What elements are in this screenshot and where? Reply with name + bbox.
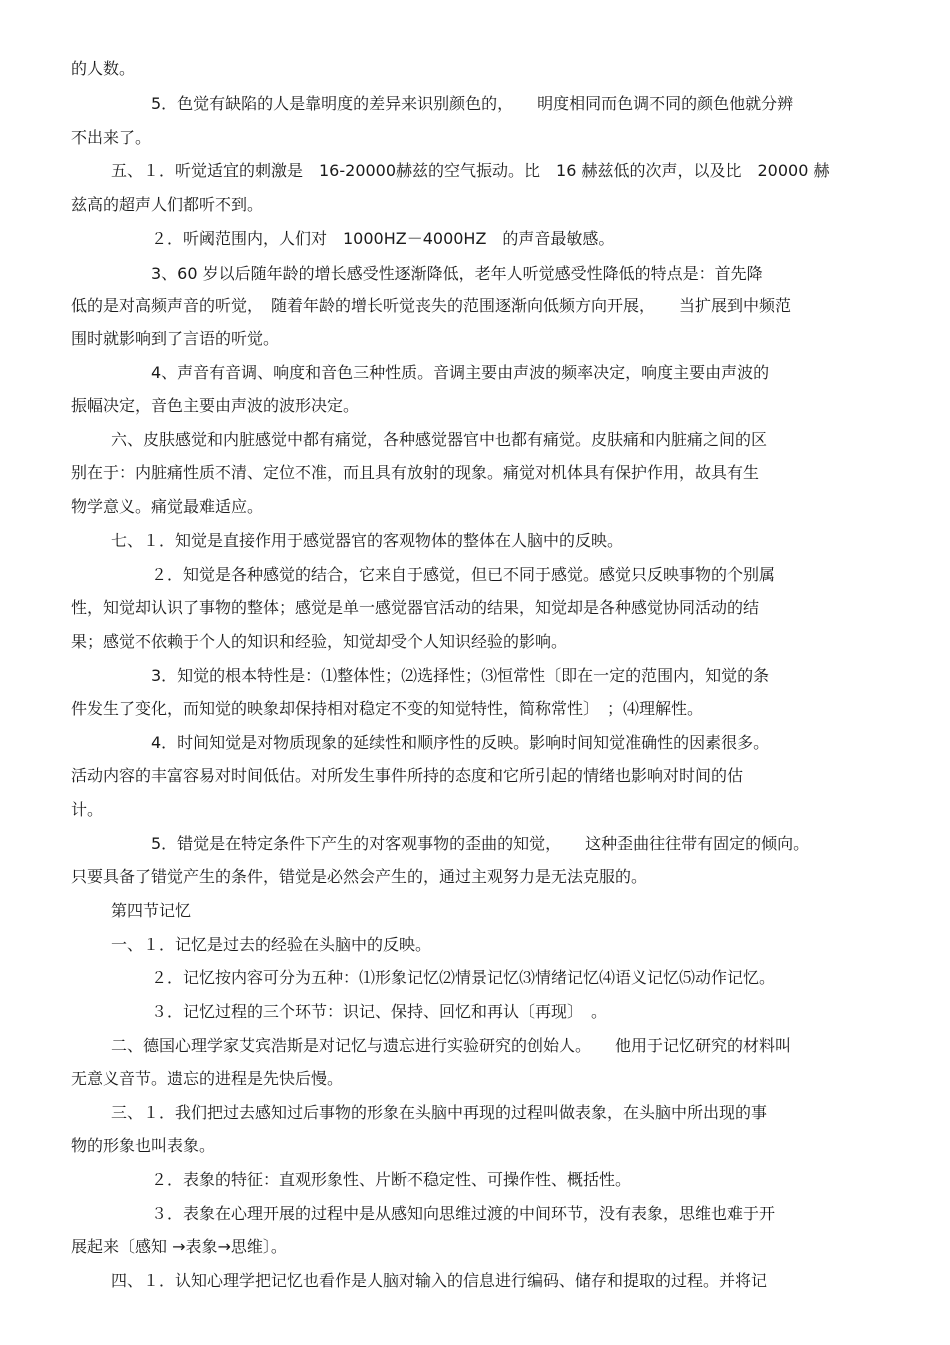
text-line: 5．色觉有缺陷的人是靠明度的差异来识别颜色的， 明度相同而色调不同的颜色他就分辨 <box>151 94 794 113</box>
text-line: ３．记忆过程的三个环节：识记、保持、回忆和再认〔再现〕 。 <box>151 1002 608 1021</box>
text-line: ２．记忆按内容可分为五种：⑴形象记忆⑵情景记忆⑶情绪记忆⑷语义记忆⑸动作记忆。 <box>151 968 776 987</box>
section-heading: 第四节记忆 <box>111 901 192 920</box>
text-line: 4、声音有音调、响度和音色三种性质。音调主要由声波的频率决定，响度主要由声波的 <box>151 363 770 382</box>
text-line: 物的形象也叫表象。 <box>71 1136 216 1155</box>
text-line: 七、１．知觉是直接作用于感觉器官的客观物体的整体在人脑中的反映。 <box>111 531 624 550</box>
text-line: ２．知觉是各种感觉的结合，它来自于感觉，但已不同于感觉。感觉只反映事物的个别属 <box>151 565 776 584</box>
text-line: 二、德国心理学家艾宾浩斯是对记忆与遗忘进行实验研究的创始人。 他用于记忆研究的材料叫 <box>111 1036 792 1055</box>
text-line: 件发生了变化，而知觉的映象却保持相对稳定不变的知觉特性，简称常性〕 ；⑷理解性。 <box>71 699 704 718</box>
text-line: 3、60 岁以后随年龄的增长感受性逐渐降低，老年人听觉感受性降低的特点是：首先降 <box>151 264 763 283</box>
text-line: 物学意义。痛觉最难适应。 <box>71 497 264 516</box>
text-line: 围时就影响到了言语的听觉。 <box>71 329 280 348</box>
text-line: 只要具备了错觉产生的条件，错觉是必然会产生的，通过主观努力是无法克服的。 <box>71 867 648 886</box>
text-line: 4．时间知觉是对物质现象的延续性和顺序性的反映。影响时间知觉准确性的因素很多。 <box>151 733 770 752</box>
text-line: 五、１．听觉适宜的刺激是 16-20000赫兹的空气振动。比 16 赫兹低的次声，以及比 20000 赫 <box>111 161 830 180</box>
text-line: 不出来了。 <box>71 128 152 147</box>
text-line: 的人数。 <box>71 59 136 78</box>
text-line: 三、１．我们把过去感知过后事物的形象在头脑中再现的过程叫做表象，在头脑中所出现的事 <box>111 1103 768 1122</box>
text-line: ２．表象的特征：直观形象性、片断不稳定性、可操作性、概括性。 <box>151 1170 632 1189</box>
text-line: 3．知觉的根本特性是：⑴整体性；⑵选择性；⑶恒常性〔即在一定的范围内，知觉的条 <box>151 666 770 685</box>
text-line: ２．听阈范围内，人们对 1000HZ－4000HZ 的声音最敏感。 <box>151 229 615 248</box>
text-line: 别在于：内脏痛性质不清、定位不准，而且具有放射的现象。痛觉对机体具有保护作用，故具有生 <box>71 463 760 482</box>
text-line: 四、１．认知心理学把记忆也看作是人脑对输入的信息进行编码、储存和提取的过程。并将记 <box>111 1271 768 1290</box>
text-line: 展起来〔感知 →表象→思维〕。 <box>71 1237 287 1256</box>
text-line: ３．表象在心理开展的过程中是从感知向思维过渡的中间环节，没有表象，思维也难于开 <box>151 1204 776 1223</box>
text-line: 性，知觉却认识了事物的整体；感觉是单一感觉器官活动的结果，知觉却是各种感觉协同活动的结 <box>71 598 760 617</box>
text-line: 无意义音节。遗忘的进程是先快后慢。 <box>71 1069 344 1088</box>
text-line: 计。 <box>71 800 104 819</box>
text-line: 一、１．记忆是过去的经验在头脑中的反映。 <box>111 935 432 954</box>
text-line: 六、皮肤感觉和内脏感觉中都有痛觉，各种感觉器官中也都有痛觉。皮肤痛和内脏痛之间的区 <box>111 430 768 449</box>
text-line: 低的是对高频声音的听觉， 随着年龄的增长听觉丧失的范围逐渐向低频方向开展， 当扩展到中频范 <box>71 296 792 315</box>
text-line: 果；感觉不依赖于个人的知识和经验，知觉却受个人知识经验的影响。 <box>71 632 568 651</box>
text-line: 兹高的超声人们都听不到。 <box>71 195 264 214</box>
text-line: 5．错觉是在特定条件下产生的对客观事物的歪曲的知觉， 这种歪曲往往带有固定的倾向。 <box>151 834 810 853</box>
text-line: 活动内容的丰富容易对时间低估。对所发生事件所持的态度和它所引起的情绪也影响对时间的估 <box>71 766 744 785</box>
text-line: 振幅决定，音色主要由声波的波形决定。 <box>71 396 360 415</box>
